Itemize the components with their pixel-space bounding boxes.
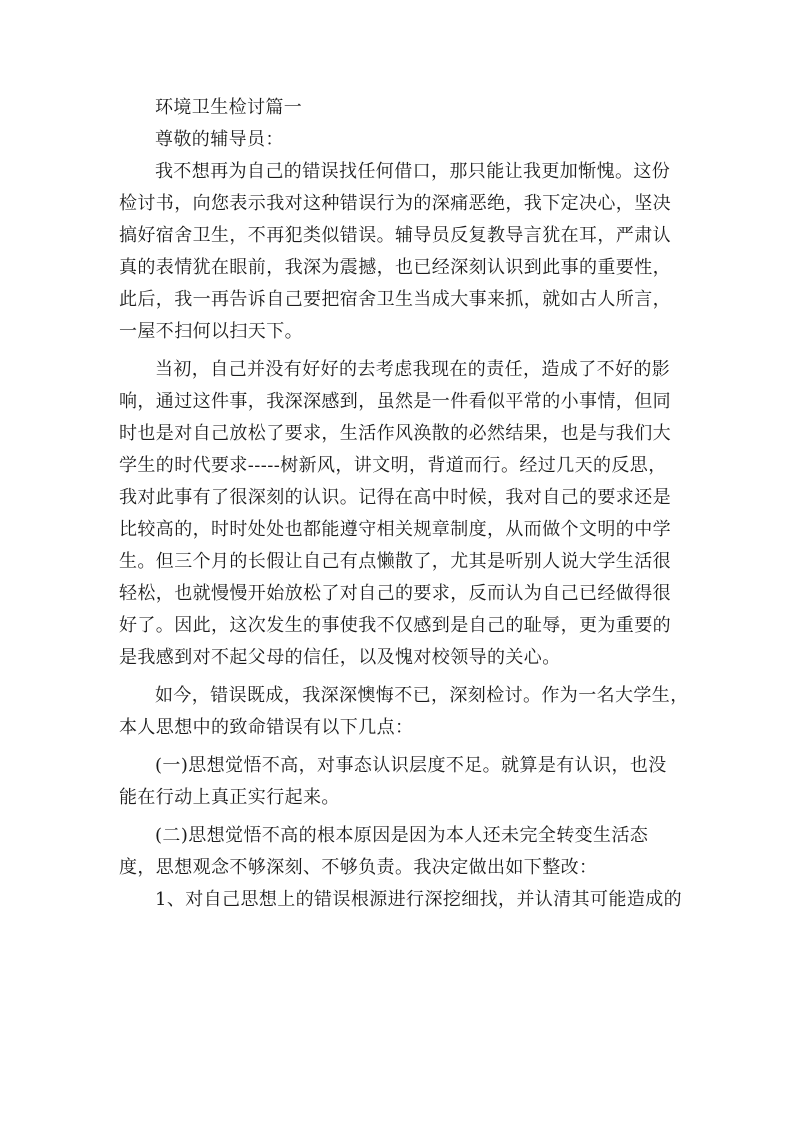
document-title: 环境卫生检讨篇一 (155, 97, 303, 118)
paragraph-line: 如今，错误既成，我深深懊悔不已，深刻检讨。作为一名大学生， (155, 685, 689, 706)
paragraph-line: 学生的时代要求-----树新风，讲文明，背道而行。经过几天的反思， (119, 455, 667, 476)
paragraph-line: 能在行动上真正实行起来。 (119, 787, 340, 808)
paragraph-line: 时也是对自己放松了要求，生活作风涣散的必然结果，也是与我们大 (119, 423, 671, 444)
paragraph-line: (一)思想觉悟不高，对事态认识层度不足。就算是有认识，也没 (155, 755, 667, 776)
paragraph-5 (119, 820, 675, 884)
paragraph-line: 一屋不扫何以扫天下。 (119, 321, 303, 342)
paragraph-line: 搞好宿舍卫生，不再犯类似错误。辅导员反复教导言犹在耳，严肃认 (119, 225, 671, 246)
paragraph-line: 生。但三个月的长假让自己有点懒散了，尤其是听别人说大学生活很 (119, 551, 671, 572)
paragraph-line: 是我感到对不起父母的信任，以及愧对校领导的关心。 (119, 647, 561, 668)
paragraph-2 (119, 354, 675, 674)
paragraph-line: 我对此事有了很深刻的认识。记得在高中时候，我对自己的要求还是 (119, 487, 671, 508)
paragraph-6 (119, 884, 683, 916)
paragraph-line: 当初，自己并没有好好的去考虑我现在的责任，造成了不好的影 (155, 359, 671, 380)
paragraph-line: 好了。因此，这次发生的事使我不仅感到是自己的耻辱，更为重要的 (119, 615, 671, 636)
paragraph-line: 比较高的，时时处处也都能遵守相关规章制度，从而做个文明的中学 (119, 519, 671, 540)
paragraph-line: 响，通过这件事，我深深感到，虽然是一件看似平常的小事情，但同 (119, 391, 671, 412)
paragraph-3 (119, 680, 689, 744)
paragraph-line: 度，思想观念不够深刻、不够负责。我决定做出如下整改： (119, 857, 598, 878)
paragraph-line: 1、对自己思想上的错误根源进行深挖细找，并认清其可能造成的 (155, 889, 683, 910)
paragraph-line: 检讨书，向您表示我对这种错误行为的深痛恶绝，我下定决心，坚决 (119, 193, 671, 214)
document-body (119, 92, 689, 916)
paragraph-line: (二)思想觉悟不高的根本原因是因为本人还未完全转变生活态 (155, 825, 649, 846)
paragraph-line: 轻松，也就慢慢开始放松了对自己的要求，反而认为自己已经做得很 (119, 583, 671, 604)
paragraph-line: 我不想再为自己的错误找任何借口，那只能让我更加惭愧。这份 (155, 161, 671, 182)
paragraph-1 (119, 156, 675, 348)
paragraph-4 (119, 750, 675, 814)
paragraph-line: 本人思想中的致命错误有以下几点： (119, 717, 414, 738)
paragraph-line: 此后，我一再告诉自己要把宿舍卫生当成大事来抓，就如古人所言， (119, 289, 671, 310)
salutation: 尊敬的辅导员： (155, 129, 284, 150)
paragraph-line: 真的表情犹在眼前，我深为震撼，也已经深刻认识到此事的重要性， (119, 257, 671, 278)
